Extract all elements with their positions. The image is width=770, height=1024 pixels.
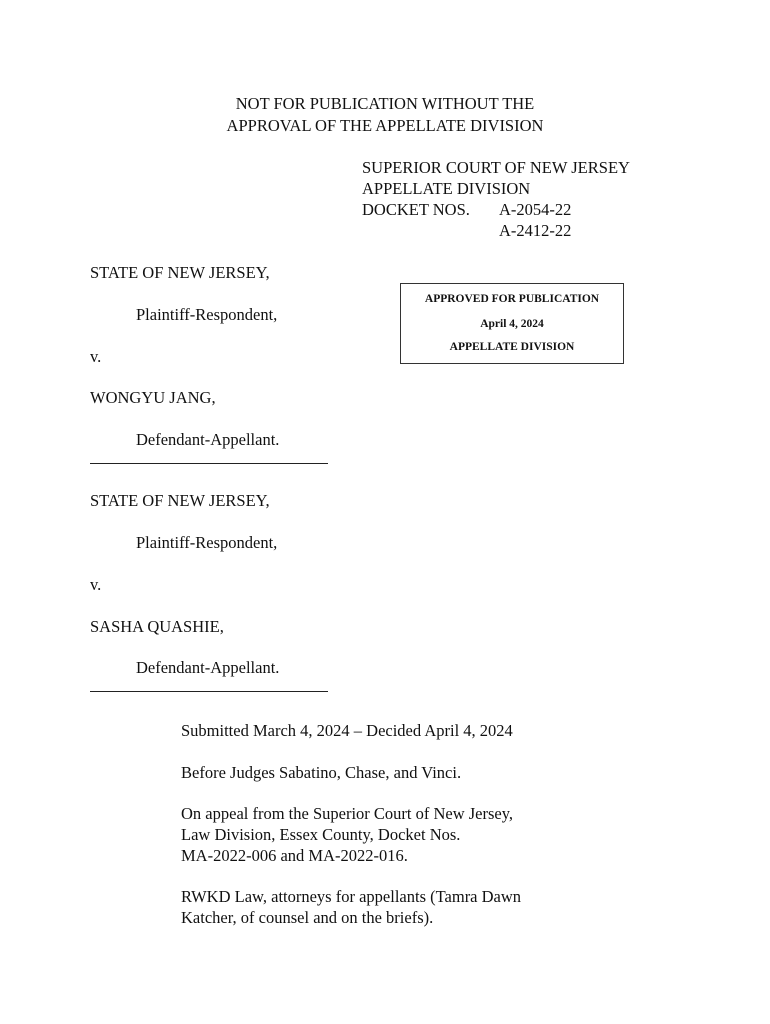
submitted-decided-line: Submitted March 4, 2024 – Decided April 4, 2024	[181, 721, 513, 740]
court-name: SUPERIOR COURT OF NEW JERSEY	[362, 158, 630, 177]
case1-defendant: WONGYU JANG,	[90, 388, 216, 407]
case1-plaintiff-role: Plaintiff-Respondent,	[136, 305, 278, 324]
case2-defendant-role: Defendant-Appellant.	[136, 658, 280, 677]
case2-versus: v.	[90, 575, 102, 594]
caption-divider-1	[90, 463, 328, 464]
appeal-origin-line-2: Law Division, Essex County, Docket Nos.	[181, 825, 461, 844]
publication-notice-line-2: APPROVAL OF THE APPELLATE DIVISION	[226, 116, 544, 135]
caption-divider-2	[90, 691, 328, 692]
approval-stamp-line-3: APPELLATE DIVISION	[449, 341, 575, 353]
case1-defendant-role: Defendant-Appellant.	[136, 430, 280, 449]
judges-line: Before Judges Sabatino, Chase, and Vinci.	[181, 763, 462, 782]
case2-plaintiff-role: Plaintiff-Respondent,	[136, 533, 278, 552]
docket-label: DOCKET NOS.	[362, 200, 470, 219]
approval-stamp-date: April 4, 2024	[480, 318, 544, 330]
publication-notice-line-1: NOT FOR PUBLICATION WITHOUT THE	[235, 94, 535, 113]
approval-stamp	[400, 283, 624, 364]
case1-plaintiff: STATE OF NEW JERSEY,	[90, 263, 270, 282]
counsel-line-2: Katcher, of counsel and on the briefs).	[181, 908, 434, 927]
appeal-origin-line-1: On appeal from the Superior Court of New Jersey,	[181, 804, 514, 823]
docket-number-1: A-2054-22	[499, 200, 572, 219]
case2-plaintiff: STATE OF NEW JERSEY,	[90, 491, 270, 510]
court-division: APPELLATE DIVISION	[362, 179, 531, 198]
appeal-origin-line-3: MA-2022-006 and MA-2022-016.	[181, 846, 408, 865]
docket-number-2: A-2412-22	[499, 221, 572, 240]
case1-versus: v.	[90, 347, 102, 366]
counsel-line-1: RWKD Law, attorneys for appellants (Tamra Dawn	[181, 887, 522, 906]
case2-defendant: SASHA QUASHIE,	[90, 617, 224, 636]
approval-stamp-line-1: APPROVED FOR PUBLICATION	[424, 293, 600, 305]
